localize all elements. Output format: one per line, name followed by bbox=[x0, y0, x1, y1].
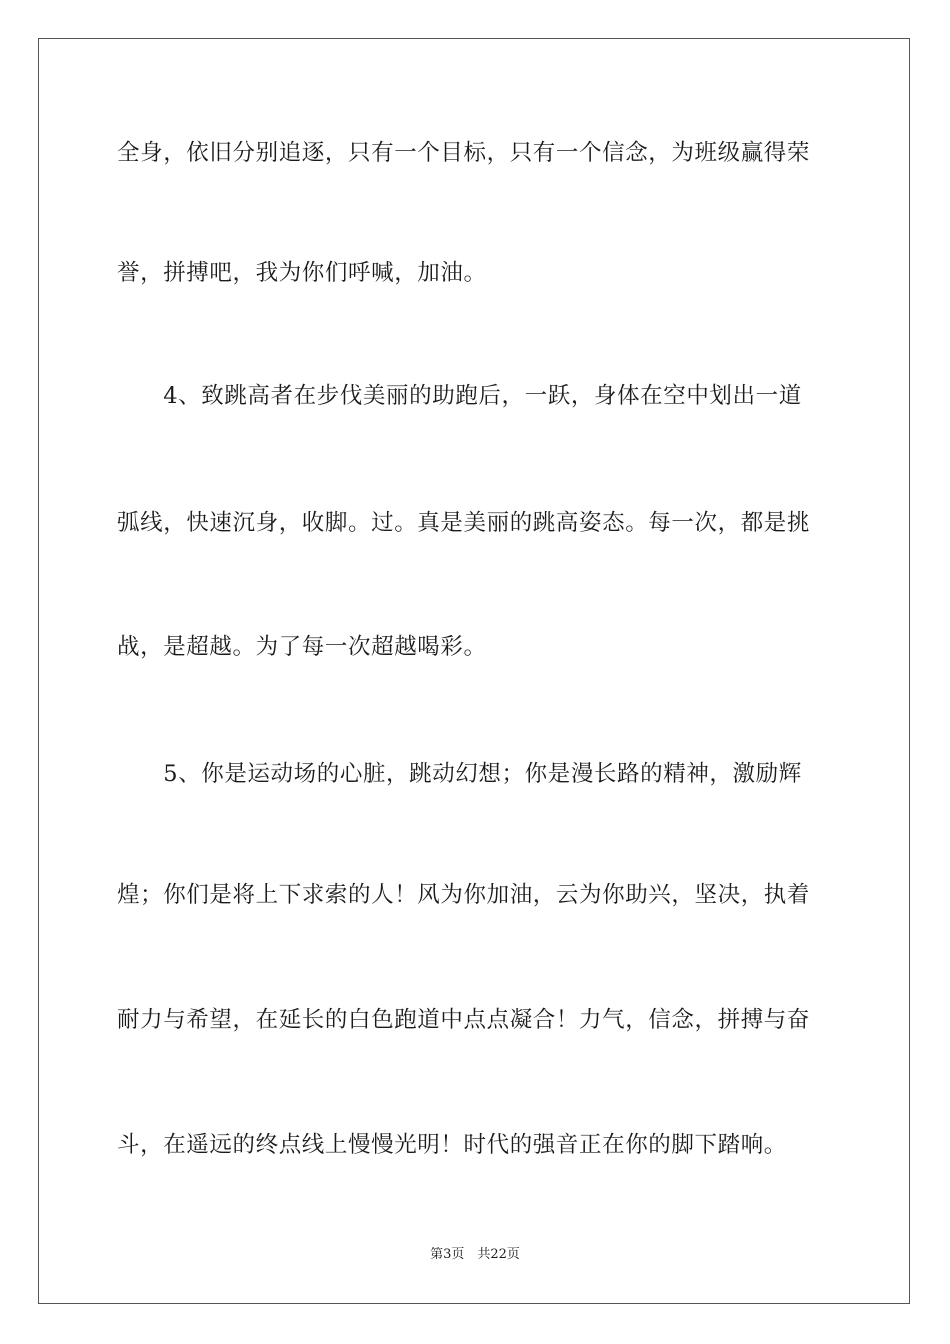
text-line: 5、你是运动场的心脏，跳动幻想；你是漫长路的精神，激励辉 bbox=[117, 761, 802, 787]
text-line: 全身，依旧分别追逐，只有一个目标，只有一个信念，为班级赢得荣 bbox=[117, 140, 811, 166]
page-number-footer: 第3页 共22页 bbox=[430, 1247, 520, 1262]
text-line: 煌；你们是将上下求索的人！风为你加油，云为你助兴，坚决，执着 bbox=[117, 882, 811, 908]
text-line: 弧线，快速沉身，收脚。过。真是美丽的跳高姿态。每一次，都是挑 bbox=[117, 510, 811, 536]
text-line: 誉，拼搏吧，我为你们呼喊，加油。 bbox=[117, 260, 487, 286]
text-line: 战，是超越。为了每一次超越喝彩。 bbox=[117, 634, 487, 660]
text-line: 斗，在遥远的终点线上慢慢光明！时代的强音正在你的脚下踏响。 bbox=[117, 1132, 787, 1158]
text-line: 4、致跳高者在步伐美丽的助跑后，一跃，身体在空中划出一道 bbox=[117, 383, 802, 409]
text-line: 耐力与希望，在延长的白色跑道中点点凝合！力气，信念，拼搏与奋 bbox=[117, 1007, 811, 1033]
page-border bbox=[38, 38, 910, 1304]
